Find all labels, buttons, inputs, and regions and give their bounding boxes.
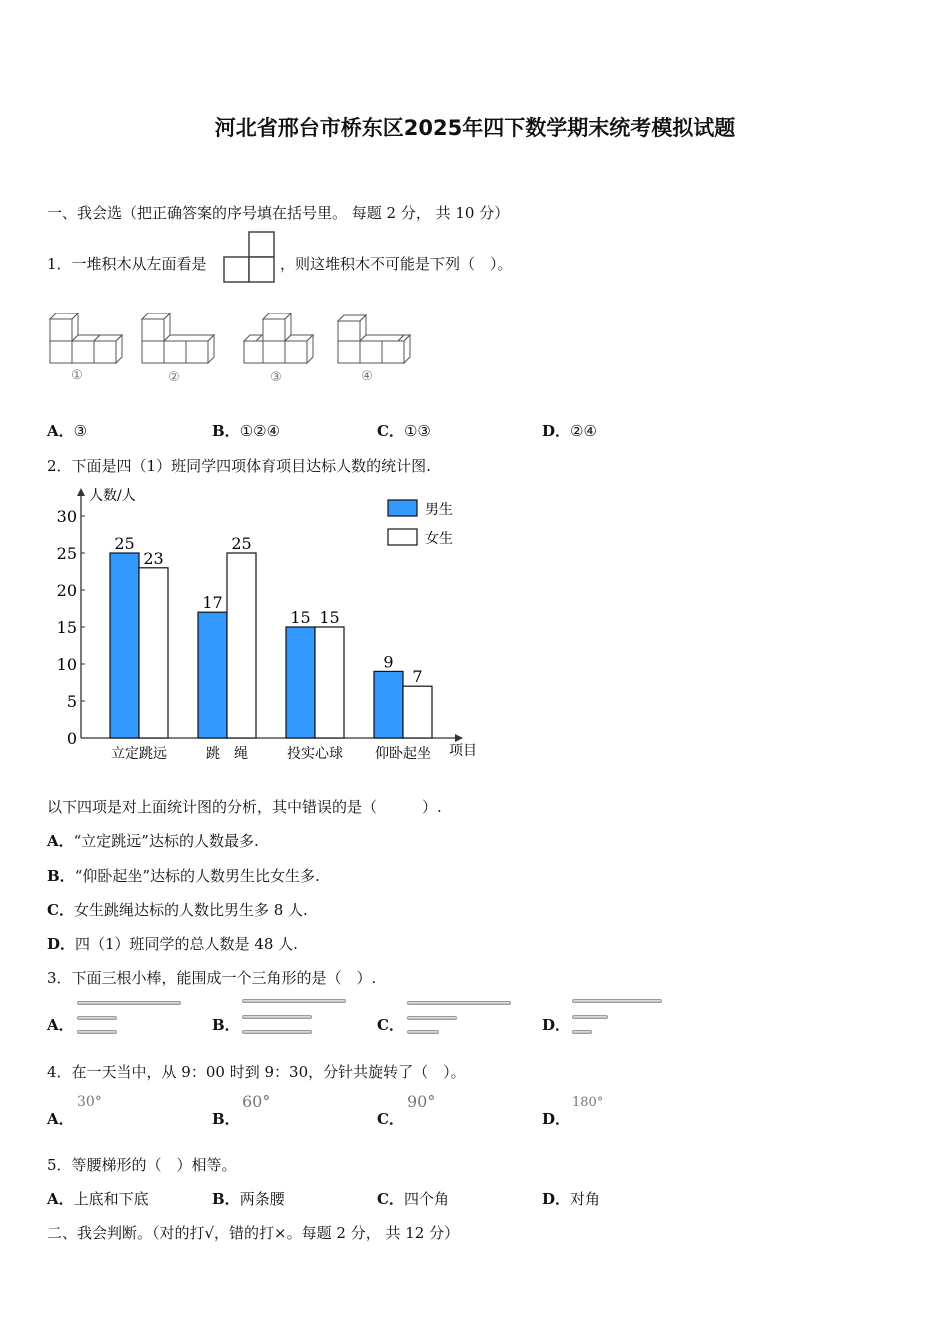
chart-x-axis-label: 项目: [449, 743, 477, 759]
q3-option-c[interactable]: C．: [377, 1016, 404, 1034]
q4-option-b[interactable]: B．: [212, 1110, 240, 1128]
y-tick-label-4: 20: [56, 581, 77, 600]
data-label-girls-2: 15: [319, 608, 340, 627]
q1-option-b[interactable]: B．①②④: [212, 422, 281, 440]
data-label-girls-1: 25: [231, 534, 252, 553]
q4-option-b-value: 60°: [242, 1092, 271, 1111]
chart-bars: [110, 553, 432, 738]
q4-option-c[interactable]: C．: [377, 1110, 404, 1128]
y-tick-label-0: 0: [66, 729, 77, 748]
figure-label-1: ①: [71, 368, 83, 383]
chart-y-arrow: [77, 488, 85, 496]
category-label-2: 投实心球: [287, 746, 343, 762]
figure-label-2: ②: [168, 370, 180, 385]
block-figure-3: [244, 313, 313, 363]
block-figure-4: [338, 315, 410, 363]
q4-option-d[interactable]: D．: [542, 1110, 571, 1128]
y-tick-label-1: 5: [66, 692, 77, 711]
data-label-boys-3: 9: [383, 652, 394, 672]
q4-option-d-value: 180°: [572, 1095, 604, 1110]
q5-text: 5．等腰梯形的（ ）相等。: [47, 1156, 237, 1174]
legend-swatch-0: [388, 500, 417, 516]
q3-c-stick-short: [407, 1030, 439, 1034]
q1-option-c[interactable]: C．①③: [377, 422, 431, 440]
q3-c-stick-mid: [407, 1016, 457, 1020]
chart-legend: [388, 500, 453, 547]
q3-text: 3．下面三根小棒，能围成一个三角形的是（ ）.: [47, 969, 377, 987]
bar-boys-2: [286, 627, 315, 738]
q3-c-stick-long: [407, 1001, 511, 1005]
chart-x-arrow: [455, 734, 463, 742]
bar-boys-1: [198, 612, 227, 738]
q3-b-stick-short: [242, 1030, 312, 1034]
q1-option-a[interactable]: A．③: [47, 422, 88, 440]
q4-option-c-value: 90°: [407, 1092, 436, 1111]
q3-option-a[interactable]: A．: [47, 1016, 74, 1034]
section-1-heading: 一、我会选（把正确答案的序号填在括号里。 每题 2 分， 共 10 分）: [47, 204, 510, 222]
q2-option-b[interactable]: B．“仰卧起坐”达标的人数男生比女生多.: [47, 867, 320, 885]
q2-option-a[interactable]: A．“立定跳远”达标的人数最多.: [47, 832, 259, 850]
figure-label-4: ④: [361, 369, 373, 384]
legend-label-0: 男生: [425, 502, 453, 518]
q3-a-stick-long: [77, 1001, 181, 1005]
block-figure-2: [142, 313, 214, 363]
y-tick-label-5: 25: [56, 544, 77, 563]
block-figure-1: [50, 313, 122, 363]
q3-option-d[interactable]: D．: [542, 1016, 571, 1034]
q5-option-c[interactable]: C．四个角: [377, 1190, 449, 1208]
q1-text-after: ，则这堆积木不可能是下列（ ）。: [280, 255, 513, 273]
q2-analysis-prompt: 以下四项是对上面统计图的分析，其中错误的是（ ）.: [47, 798, 442, 816]
bar-girls-0: [139, 568, 168, 738]
bar-boys-0: [110, 553, 139, 738]
q5-option-b[interactable]: B．两条腰: [212, 1190, 285, 1208]
q2-option-d[interactable]: D．四（1）班同学的总人数是 48 人.: [47, 935, 298, 953]
legend-swatch-1: [388, 529, 417, 545]
data-label-boys-2: 15: [290, 608, 311, 627]
chart-y-axis-label: 人数/人: [89, 488, 136, 504]
q5-option-a[interactable]: A．上底和下底: [47, 1190, 149, 1208]
bar-chart: [47, 480, 487, 770]
category-label-3: 仰卧起坐: [375, 746, 431, 762]
chart-category-labels: [111, 745, 431, 762]
q4-option-a[interactable]: A．: [47, 1110, 74, 1128]
bar-girls-3: [403, 686, 432, 738]
bar-girls-1: [227, 553, 256, 738]
section-2-heading: 二、我会判断。（对的打√，错的打×。每题 2 分， 共 12 分）: [47, 1224, 460, 1242]
figure-label-3: ③: [270, 370, 282, 385]
data-label-girls-3: 7: [412, 667, 423, 687]
bar-boys-3: [374, 671, 403, 738]
data-label-boys-1: 17: [202, 593, 223, 613]
bar-girls-2: [315, 627, 344, 738]
y-tick-label-2: 10: [56, 655, 77, 674]
data-label-boys-0: 25: [114, 534, 135, 553]
legend-label-1: 女生: [425, 531, 453, 547]
q1-option-d[interactable]: D．②④: [542, 422, 597, 440]
category-label-0: 立定跳远: [111, 746, 167, 762]
y-tick-label-3: 15: [56, 618, 77, 637]
q4-option-a-value: 30°: [77, 1094, 102, 1110]
q3-d-stick-long: [572, 999, 662, 1003]
q1-text-before: 1．一堆积木从左面看是: [47, 255, 207, 273]
q3-b-stick-mid: [242, 1015, 312, 1019]
q4-text: 4．在一天当中，从 9：00 时到 9：30，分针共旋转了（ ）。: [47, 1063, 466, 1081]
q5-option-d[interactable]: D．对角: [542, 1190, 601, 1208]
category-label-1: 跳 绳: [206, 746, 248, 762]
y-tick-label-6: 30: [56, 507, 77, 526]
q3-option-b[interactable]: B．: [212, 1016, 240, 1034]
q1-left-view-figure: [223, 231, 277, 283]
q3-d-stick-short: [572, 1030, 592, 1034]
q2-text: 2．下面是四（1）班同学四项体育项目达标人数的统计图.: [47, 457, 431, 475]
q3-b-stick-long: [242, 999, 346, 1003]
data-label-girls-0: 23: [143, 548, 164, 568]
page-title: 河北省邢台市桥东区2025年四下数学期末统考模拟试题: [214, 116, 736, 140]
q3-a-stick-short: [77, 1030, 117, 1034]
q2-option-c[interactable]: C．女生跳绳达标的人数比男生多 8 人.: [47, 901, 308, 919]
q3-a-stick-mid: [77, 1016, 117, 1020]
q3-d-stick-mid: [572, 1015, 608, 1019]
q1-block-figures: [47, 313, 417, 385]
